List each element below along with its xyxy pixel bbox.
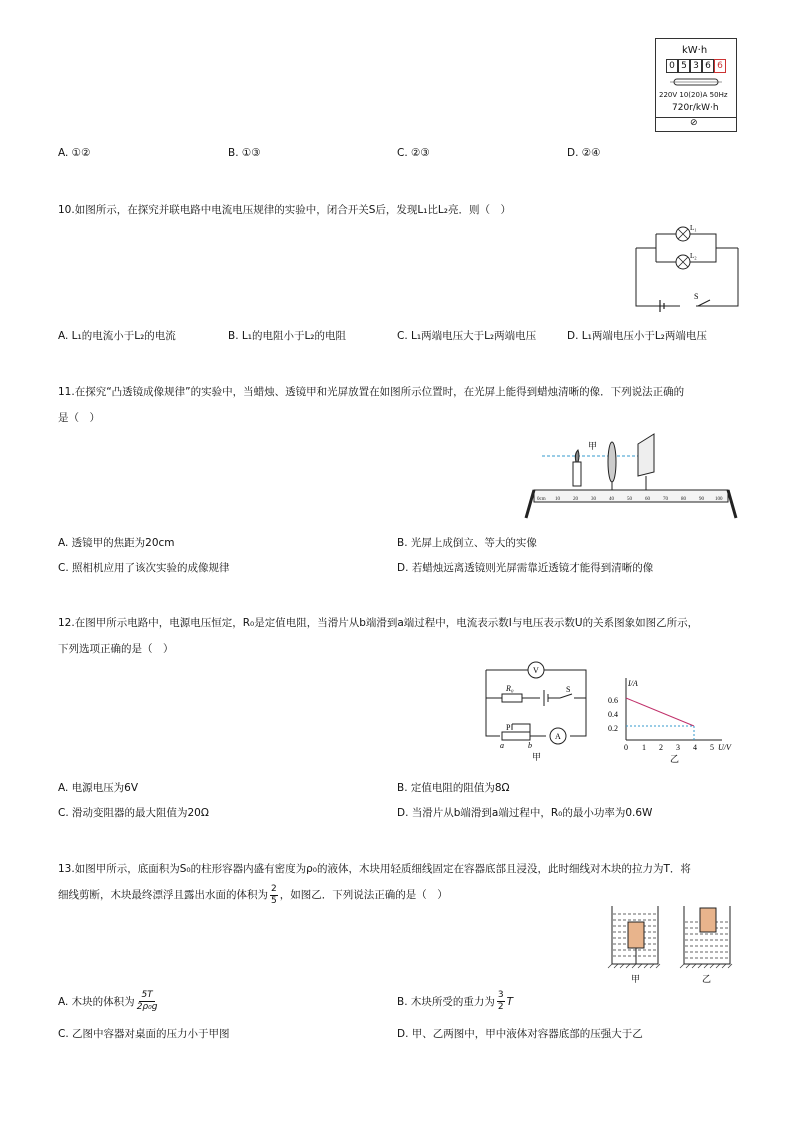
q13-option-b[interactable] — [397, 990, 513, 1013]
q13-stem-part: 细线剪断，木块最终漂浮且露出水面的体积为 — [58, 889, 268, 901]
q11-option-a[interactable]: A. 透镜甲的焦距为20cm — [58, 537, 175, 549]
q12-stem-line1: 12.在图甲所示电路中，电源电压恒定，R₀是定值电阻，当滑片从b端滑到a端过程中，电流表示数I与电压表示数U的关系图象如图乙所示， — [58, 617, 699, 629]
q13-option-a[interactable] — [58, 990, 157, 1013]
option-b-text: B. 木块所受的重力为 — [397, 996, 495, 1008]
q12-figures — [482, 660, 744, 770]
fraction-denominator: 2 — [497, 1002, 504, 1012]
meter-rate: 720r/kW·h — [672, 103, 719, 113]
end-b-label: b — [528, 741, 532, 750]
q13-option-c[interactable]: C. 乙图中容器对桌面的压力小于甲图 — [58, 1028, 230, 1040]
meter-digit: 0 — [666, 59, 678, 73]
bench-tick: 80 — [681, 497, 686, 502]
q13-stem-line1: 13.如图甲所示，底面积为S₀的柱形容器内盛有密度为ρ₀的液体，木块用轻质细线固定在容器底部且浸没，此时细线对木块的拉力为T．将 — [58, 863, 691, 875]
end-a-label: a — [500, 741, 504, 750]
x-tick-label: 3 — [676, 743, 680, 752]
parallel-circuit-figure — [632, 222, 742, 312]
bench-tick: 20 — [573, 497, 578, 502]
bench-tick: 10 — [555, 497, 560, 502]
option-b-suffix: T — [506, 995, 514, 1008]
q12-option-b[interactable]: B. 定值电阻的阻值为8Ω — [397, 782, 510, 794]
switch-s-label: S — [694, 292, 699, 301]
y-tick-label: 0.2 — [608, 724, 618, 733]
bench-tick: 90 — [699, 497, 704, 502]
q12-option-d[interactable]: D. 当滑片从b端滑到a端过程中，R₀的最小功率为0.6W — [397, 807, 653, 819]
q9-option-c[interactable]: C. ②③ — [397, 147, 430, 159]
bench-tick: 50 — [627, 497, 632, 502]
fraction-three-halves — [497, 990, 505, 1013]
y-axis-label: I/A — [628, 679, 638, 688]
x-tick-label: 4 — [693, 743, 697, 752]
lens-label: 甲 — [588, 441, 598, 451]
meter-disc-icon — [670, 77, 722, 87]
x-tick-label: 1 — [642, 743, 646, 752]
caption-jia: 甲 — [631, 974, 641, 984]
bench-tick: 30 — [591, 497, 596, 502]
fraction-numerator: 3 — [497, 990, 504, 1000]
meter-terminal-icon: ⊘ — [690, 118, 698, 128]
fraction-two-fifths — [270, 884, 278, 907]
r0-label: R₀ — [506, 684, 514, 693]
q11-stem-line2: 是（ ） — [58, 412, 100, 424]
q9-option-d[interactable]: D. ②④ — [567, 147, 601, 159]
option-a-text: A. 木块的体积为 — [58, 996, 135, 1008]
meter-spec: 220V 10(20)A 50Hz — [659, 91, 728, 99]
caption-yi: 乙 — [702, 974, 712, 984]
bench-tick: 70 — [663, 497, 668, 502]
lamp-l2-label: L₂ — [690, 252, 697, 260]
q13-stem-part: ，如图乙．下列说法正确的是（ ） — [279, 889, 448, 901]
meter-digit: 6 — [702, 59, 714, 73]
q11-option-b[interactable]: B. 光屏上成倒立、等大的实像 — [397, 537, 537, 549]
bench-tick: 100 — [715, 497, 723, 502]
switch-label: S — [566, 685, 571, 694]
electricity-meter-figure — [655, 38, 737, 132]
ammeter-label: A — [555, 732, 561, 741]
fraction-numerator: 2 — [271, 883, 277, 894]
optical-bench-figure — [520, 432, 742, 522]
caption-jia: 甲 — [532, 752, 542, 762]
q12-stem-line2: 下列选项正确的是（ ） — [58, 643, 174, 655]
meter-unit: kW·h — [682, 45, 708, 56]
q13-stem-line2 — [58, 882, 448, 908]
x-axis-label: U/V — [718, 743, 731, 752]
q9-option-a[interactable]: A. ①② — [58, 147, 91, 159]
caption-yi: 乙 — [670, 754, 680, 764]
x-tick-label: 5 — [710, 743, 714, 752]
q11-stem-line1: 11.在探究“凸透镜成像规律”的实验中，当蜡烛、透镜甲和光屏放置在如图所示位置时，在光屏上能得到蜡烛清晰的像．下列说法正确的 — [58, 386, 685, 398]
x-tick-label: 2 — [659, 743, 663, 752]
q10-option-d[interactable]: D. L₁两端电压小于L₂两端电压 — [567, 330, 707, 342]
meter-digit: 3 — [690, 59, 702, 73]
fraction-5t-over-2rho-g — [137, 990, 158, 1013]
q11-option-d[interactable]: D. 若蜡烛远离透镜则光屏需靠近透镜才能得到清晰的像 — [397, 562, 654, 574]
floating-block-figures — [604, 902, 744, 986]
fraction-numerator: 5T — [141, 990, 153, 1000]
lamp-l1-label: L₁ — [690, 224, 697, 232]
q12-option-a[interactable]: A. 电源电压为6V — [58, 782, 139, 794]
bench-tick: 60 — [645, 497, 650, 502]
bench-tick: 40 — [609, 497, 614, 502]
q10-stem: 10.如图所示，在探究并联电路中电流电压规律的实验中，闭合开关S后，发现L₁比L₂亮．则（ ） — [58, 204, 511, 216]
q11-option-c[interactable]: C. 照相机应用了该次实验的成像规律 — [58, 562, 230, 574]
slider-p-label: P — [506, 723, 511, 732]
meter-digits — [666, 59, 726, 73]
meter-digit: 6 — [714, 59, 726, 73]
x-tick-label: 0 — [624, 743, 628, 752]
bench-tick: 0cm — [537, 497, 546, 502]
meter-digit: 5 — [678, 59, 690, 73]
voltmeter-label: V — [533, 666, 539, 675]
fraction-denominator: 5 — [271, 895, 277, 906]
iu-graph — [608, 678, 732, 752]
q12-option-c[interactable]: C. 滑动变阻器的最大阻值为20Ω — [58, 807, 209, 819]
q10-option-a[interactable]: A. L₁的电流小于L₂的电流 — [58, 330, 176, 342]
iu-series-line — [626, 698, 694, 726]
q10-option-b[interactable]: B. L₁的电阻小于L₂的电阻 — [228, 330, 346, 342]
y-tick-label: 0.4 — [608, 710, 618, 719]
y-tick-label: 0.6 — [608, 696, 618, 705]
q13-option-d[interactable]: D. 甲、乙两图中，甲中液体对容器底部的压强大于乙 — [397, 1028, 643, 1040]
fraction-denominator: 2ρ₀g — [136, 1002, 158, 1012]
q9-option-b[interactable]: B. ①③ — [228, 147, 261, 159]
q10-option-c[interactable]: C. L₁两端电压大于L₂两端电压 — [397, 330, 537, 342]
